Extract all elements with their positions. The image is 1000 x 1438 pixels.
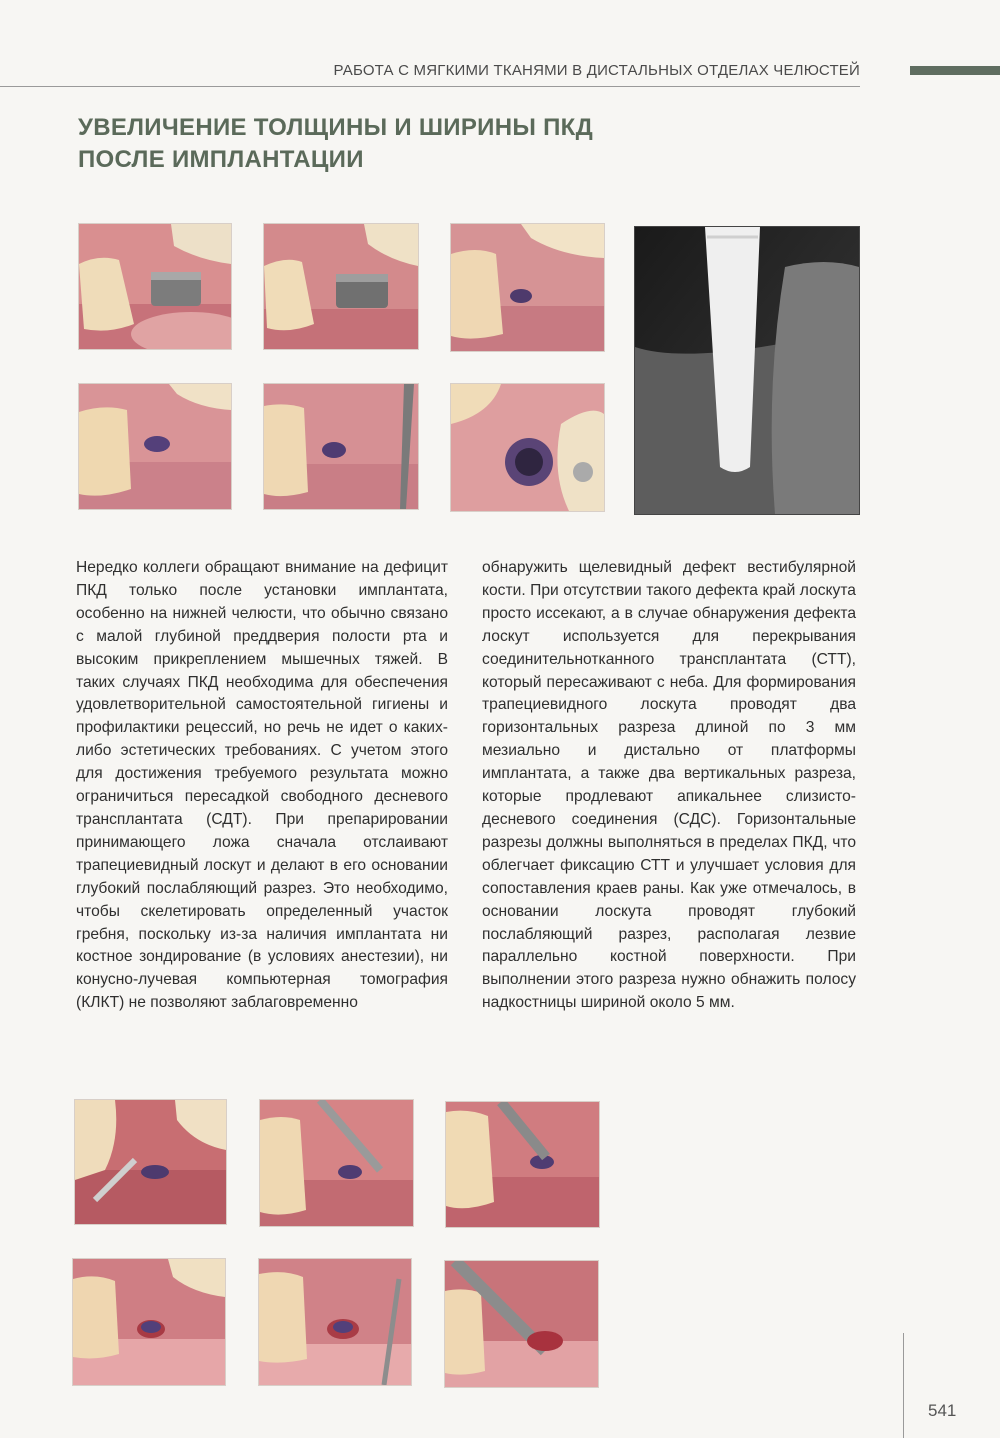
photo-cover-screw-closeup [450,383,605,512]
photo-surgery-step-1 [74,1099,227,1225]
photo-surgery-step-5 [258,1258,412,1386]
section-title-line-2: ПОСЛЕ ИМПЛАНТАЦИИ [78,146,364,173]
photo-surgery-step-4 [72,1258,226,1386]
footer-rule [903,1333,904,1438]
photo-surgery-step-6 [444,1260,599,1388]
photo-cover-screw-2 [78,383,232,510]
section-title [78,112,678,176]
photo-cover-screw-1 [450,223,605,352]
page-number: 541 [928,1401,957,1420]
running-head-text: РАБОТА С МЯГКИМИ ТКАНЯМИ В ДИСТАЛЬНЫХ ОТДЕЛАХ ЧЕЛЮСТЕЙ [333,62,860,79]
body-paragraph-right: обнаружить щелевидный дефект вестибулярной кости. При отсутствии такого дефекта край лоскута просто иссекают, а в случае обнаружения дефекта лоскут используется для перекрывания соединительнотканного трансплантата (СТТ), который пересаживают с неба. Для формирования трапециевидного лоскута проводят два горизонтальных разреза длиной по 3 мм мезиально и дистально от платформы имплантата, а также два вертикальных разреза, которые продлевают апикальнее слизисто-десневого соединения (СДС). Горизонтальные разрезы должны выполняться в пределах ПКД, что облегчает фиксацию СТТ и улучшает условия для сопоставления краев раны. Как уже отмечалось, в основании лоскута проводят глубокий послабляющий разрез, располагая лезвие параллельно костной поверхности. При выполнении этого разреза нужно обнажить полосу надкостницы шириной около 5 мм. [482,559,856,1012]
body-text-right-column [482,557,856,1015]
photo-surgery-step-2 [259,1099,414,1227]
xray-implant [634,226,860,515]
body-text-left-column [76,557,448,1015]
photo-surgery-step-3 [445,1101,600,1228]
photo-cover-screw-3 [263,383,419,510]
header-accent-bar [910,66,1000,75]
body-paragraph-left: Нередко коллеги обращают внимание на дефицит ПКД только после установки имплантата, особенно на нижней челюсти, что обычно связано с малой глубиной преддверия полости рта и высоким прикреплением мышечных тяжей. В таких случаях ПКД необходима для обеспечения удовлетворительной самостоятельной гигиены и профилактики рецессий, но речь не идет о каких-либо эстетических требованиях. С учетом этого для достижения требуемого результата можно ограничиться пересадкой свободного десневого трансплантата (СДТ). При препарировании принимающего ложа сначала отслаивают трапециевидный лоскут и делают в его основании глубокий послабляющий разрез. Это необходимо, чтобы скелетировать определенный участок гребня, поскольку из-за наличия имплантата ни костное зондирование (в условиях анестезии), ни конусно-лучевая компьютерная томография (КЛКТ) не позволяют заблаговременно [76,559,448,1012]
photo-healing-abutment-1 [78,223,232,350]
running-head [0,58,860,87]
photo-healing-abutment-2 [263,223,419,350]
section-title-line-1: УВЕЛИЧЕНИЕ ТОЛЩИНЫ И ШИРИНЫ ПКД [78,114,593,141]
